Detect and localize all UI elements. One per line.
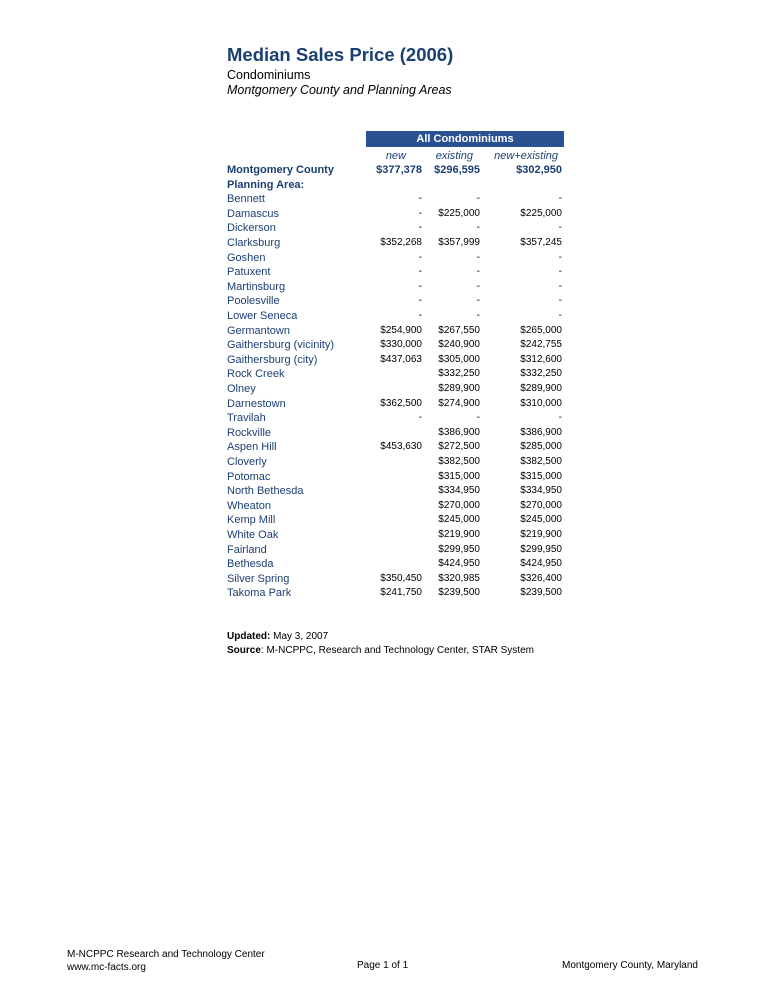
row-value-3: - [558,251,562,263]
row-value-2: $267,550 [438,324,480,336]
table-row [227,456,564,471]
row-value-3: - [558,266,562,278]
table-row [227,325,564,340]
row-label: Patuxent [227,266,271,279]
row-value-1: - [418,193,422,205]
table-row [227,558,564,573]
row-label: Rockville [227,426,272,439]
row-value-2: $240,900 [438,339,480,351]
table-row [227,354,564,369]
row-value-2: - [476,193,480,205]
row-value-2: $299,950 [438,543,480,555]
row-value-3: $357,245 [520,237,562,248]
table-row [227,368,564,383]
row-value-2: $424,950 [438,558,480,570]
updated-value: May 3, 2007 [270,631,329,642]
row-value-1: $437,063 [380,353,422,365]
row-value-1: - [418,280,422,292]
table-row [227,573,564,588]
table-row [227,544,564,559]
row-value-3: $239,500 [520,587,562,599]
row-value-2: $334,950 [438,485,480,497]
table-row [227,529,564,544]
source-value: : M-NCPPC, Research and Technology Center, STAR System [260,645,534,656]
row-label: White Oak [227,529,279,541]
row-label: Olney [227,383,256,395]
row-value-3: $382,500 [520,456,562,467]
row-value-2: - [476,310,480,321]
row-label: Kemp Mill [227,514,276,527]
updated-label: Updated: [227,631,271,642]
row-label: Damascus [227,207,279,220]
row-value-2: $239,500 [438,587,480,599]
row-value-1: - [418,266,422,278]
row-value-2: $225,000 [438,207,480,219]
row-label: Lower Seneca [227,310,298,322]
footer-location: Montgomery County, Maryland [562,960,698,971]
table-row [227,383,564,398]
table-row [227,500,564,515]
row-label: Rock Creek [227,368,285,381]
updated-note [227,631,328,642]
row-value-2: $219,900 [438,529,480,540]
row-value-3: $242,755 [520,339,562,351]
row-value-2: $386,900 [438,426,480,438]
page-title: Median Sales Price (2006) [227,44,454,65]
row-value-3: $334,950 [520,485,562,497]
row-value-1: $254,900 [380,324,422,336]
table-group-header: All Condominiums [366,131,564,147]
row-label: Germantown [227,324,290,337]
row-value-2: - [476,222,480,234]
table-row [227,427,564,442]
row-value-3: - [558,295,562,307]
source-note [227,645,534,656]
table-row [227,193,564,208]
row-value-2: - [476,251,480,263]
row-value-2: - [476,280,480,292]
row-value-3: $315,000 [520,470,562,482]
row-value-2: $270,000 [438,499,480,511]
table-row [227,266,564,281]
total-row [227,164,564,179]
row-value-3: - [558,280,562,292]
row-label: Gaithersburg (city) [227,353,318,366]
table-row [227,310,564,325]
table-row [227,222,564,237]
row-label: Darnestown [227,397,286,410]
row-value-3: $326,400 [520,572,562,584]
row-value-3: $386,900 [520,426,562,438]
footer-url: www.mc-facts.org [67,962,146,973]
row-value-1: $352,268 [380,237,422,248]
row-label: Wheaton [227,499,272,512]
row-value-2: - [476,266,480,278]
row-value-1: $362,500 [380,397,422,409]
row-label: Bennett [227,193,265,206]
row-value-1: - [418,310,422,321]
row-label: Dickerson [227,222,276,235]
row-value-3: - [558,222,562,234]
row-label: Takoma Park [227,587,292,600]
row-value-3: $424,950 [520,558,562,570]
row-label: Fairland [227,543,267,556]
table-row [227,471,564,486]
row-value-1: $350,450 [380,572,422,584]
table-row [227,339,564,354]
footer-org: M-NCPPC Research and Technology Center [67,949,265,960]
row-value-2: $305,000 [438,353,480,365]
table-row [227,412,564,427]
row-value-1: $241,750 [380,587,422,599]
row-value-3: $310,000 [520,397,562,409]
row-value-1: $377,378 [376,164,422,176]
row-value-1: - [418,207,422,219]
row-label: Goshen [227,251,266,264]
row-value-3: $332,250 [520,368,562,380]
row-value-3: $312,600 [520,353,562,365]
row-value-1: - [418,251,422,263]
table-row [227,208,564,223]
table-row [227,252,564,267]
page-subtitle-area: Montgomery County and Planning Areas [227,83,452,97]
table-row [227,295,564,310]
page-subtitle: Condominiums [227,68,311,82]
row-value-3: $299,950 [520,543,562,555]
table-row [227,485,564,500]
row-label: Potomac [227,470,271,483]
row-value-2: $357,999 [438,237,480,248]
table-row [227,281,564,296]
row-label: Martinsburg [227,280,286,293]
table-row [227,587,564,602]
table-row [227,398,564,413]
row-value-2: $315,000 [438,470,480,482]
row-value-3: - [558,412,562,424]
row-value-3: $289,900 [520,383,562,394]
row-label: Planning Area: [227,178,305,191]
table-row [227,441,564,456]
row-label: Bethesda [227,558,274,571]
row-value-3: $225,000 [520,207,562,219]
row-label: Silver Spring [227,572,290,585]
row-value-2: - [476,295,480,307]
table-row [227,514,564,529]
planning-area-heading [227,179,564,194]
row-value-2: $245,000 [438,514,480,526]
row-value-1: $330,000 [380,339,422,351]
row-value-2: $382,500 [438,456,480,467]
row-value-3: $219,900 [520,529,562,540]
row-value-3: $302,950 [516,164,562,176]
row-value-1: - [418,222,422,234]
row-value-3: $285,000 [520,441,562,453]
table-row [227,237,564,252]
column-header-existing: existing [435,150,473,162]
row-value-1: - [418,412,422,424]
row-label: Gaithersburg (vicinity) [227,339,334,352]
row-label: North Bethesda [227,485,304,498]
row-value-2: $320,985 [438,572,480,584]
row-label: Aspen Hill [227,441,277,454]
row-value-3: $245,000 [520,514,562,526]
row-value-3: - [558,193,562,205]
row-value-2: $296,595 [434,164,480,176]
row-value-2: $272,500 [438,441,480,453]
row-label: Clarksburg [227,237,281,249]
row-value-3: $265,000 [520,324,562,336]
row-value-2: $332,250 [438,368,480,380]
column-header-new: new [385,150,406,162]
row-value-3: - [558,310,562,321]
row-value-1: - [418,295,422,307]
row-label: Poolesville [227,295,280,308]
row-value-2: - [476,412,480,424]
column-header-new-existing: new+existing [494,150,558,162]
row-value-2: $289,900 [438,383,480,394]
row-label: Travilah [227,412,266,425]
row-label: Montgomery County [227,164,334,176]
row-label: Cloverly [227,456,267,468]
row-value-2: $274,900 [438,397,480,409]
source-label: Source [227,645,261,656]
row-value-3: $270,000 [520,499,562,511]
footer-page-number: Page 1 of 1 [357,960,409,971]
row-value-1: $453,630 [380,441,422,453]
